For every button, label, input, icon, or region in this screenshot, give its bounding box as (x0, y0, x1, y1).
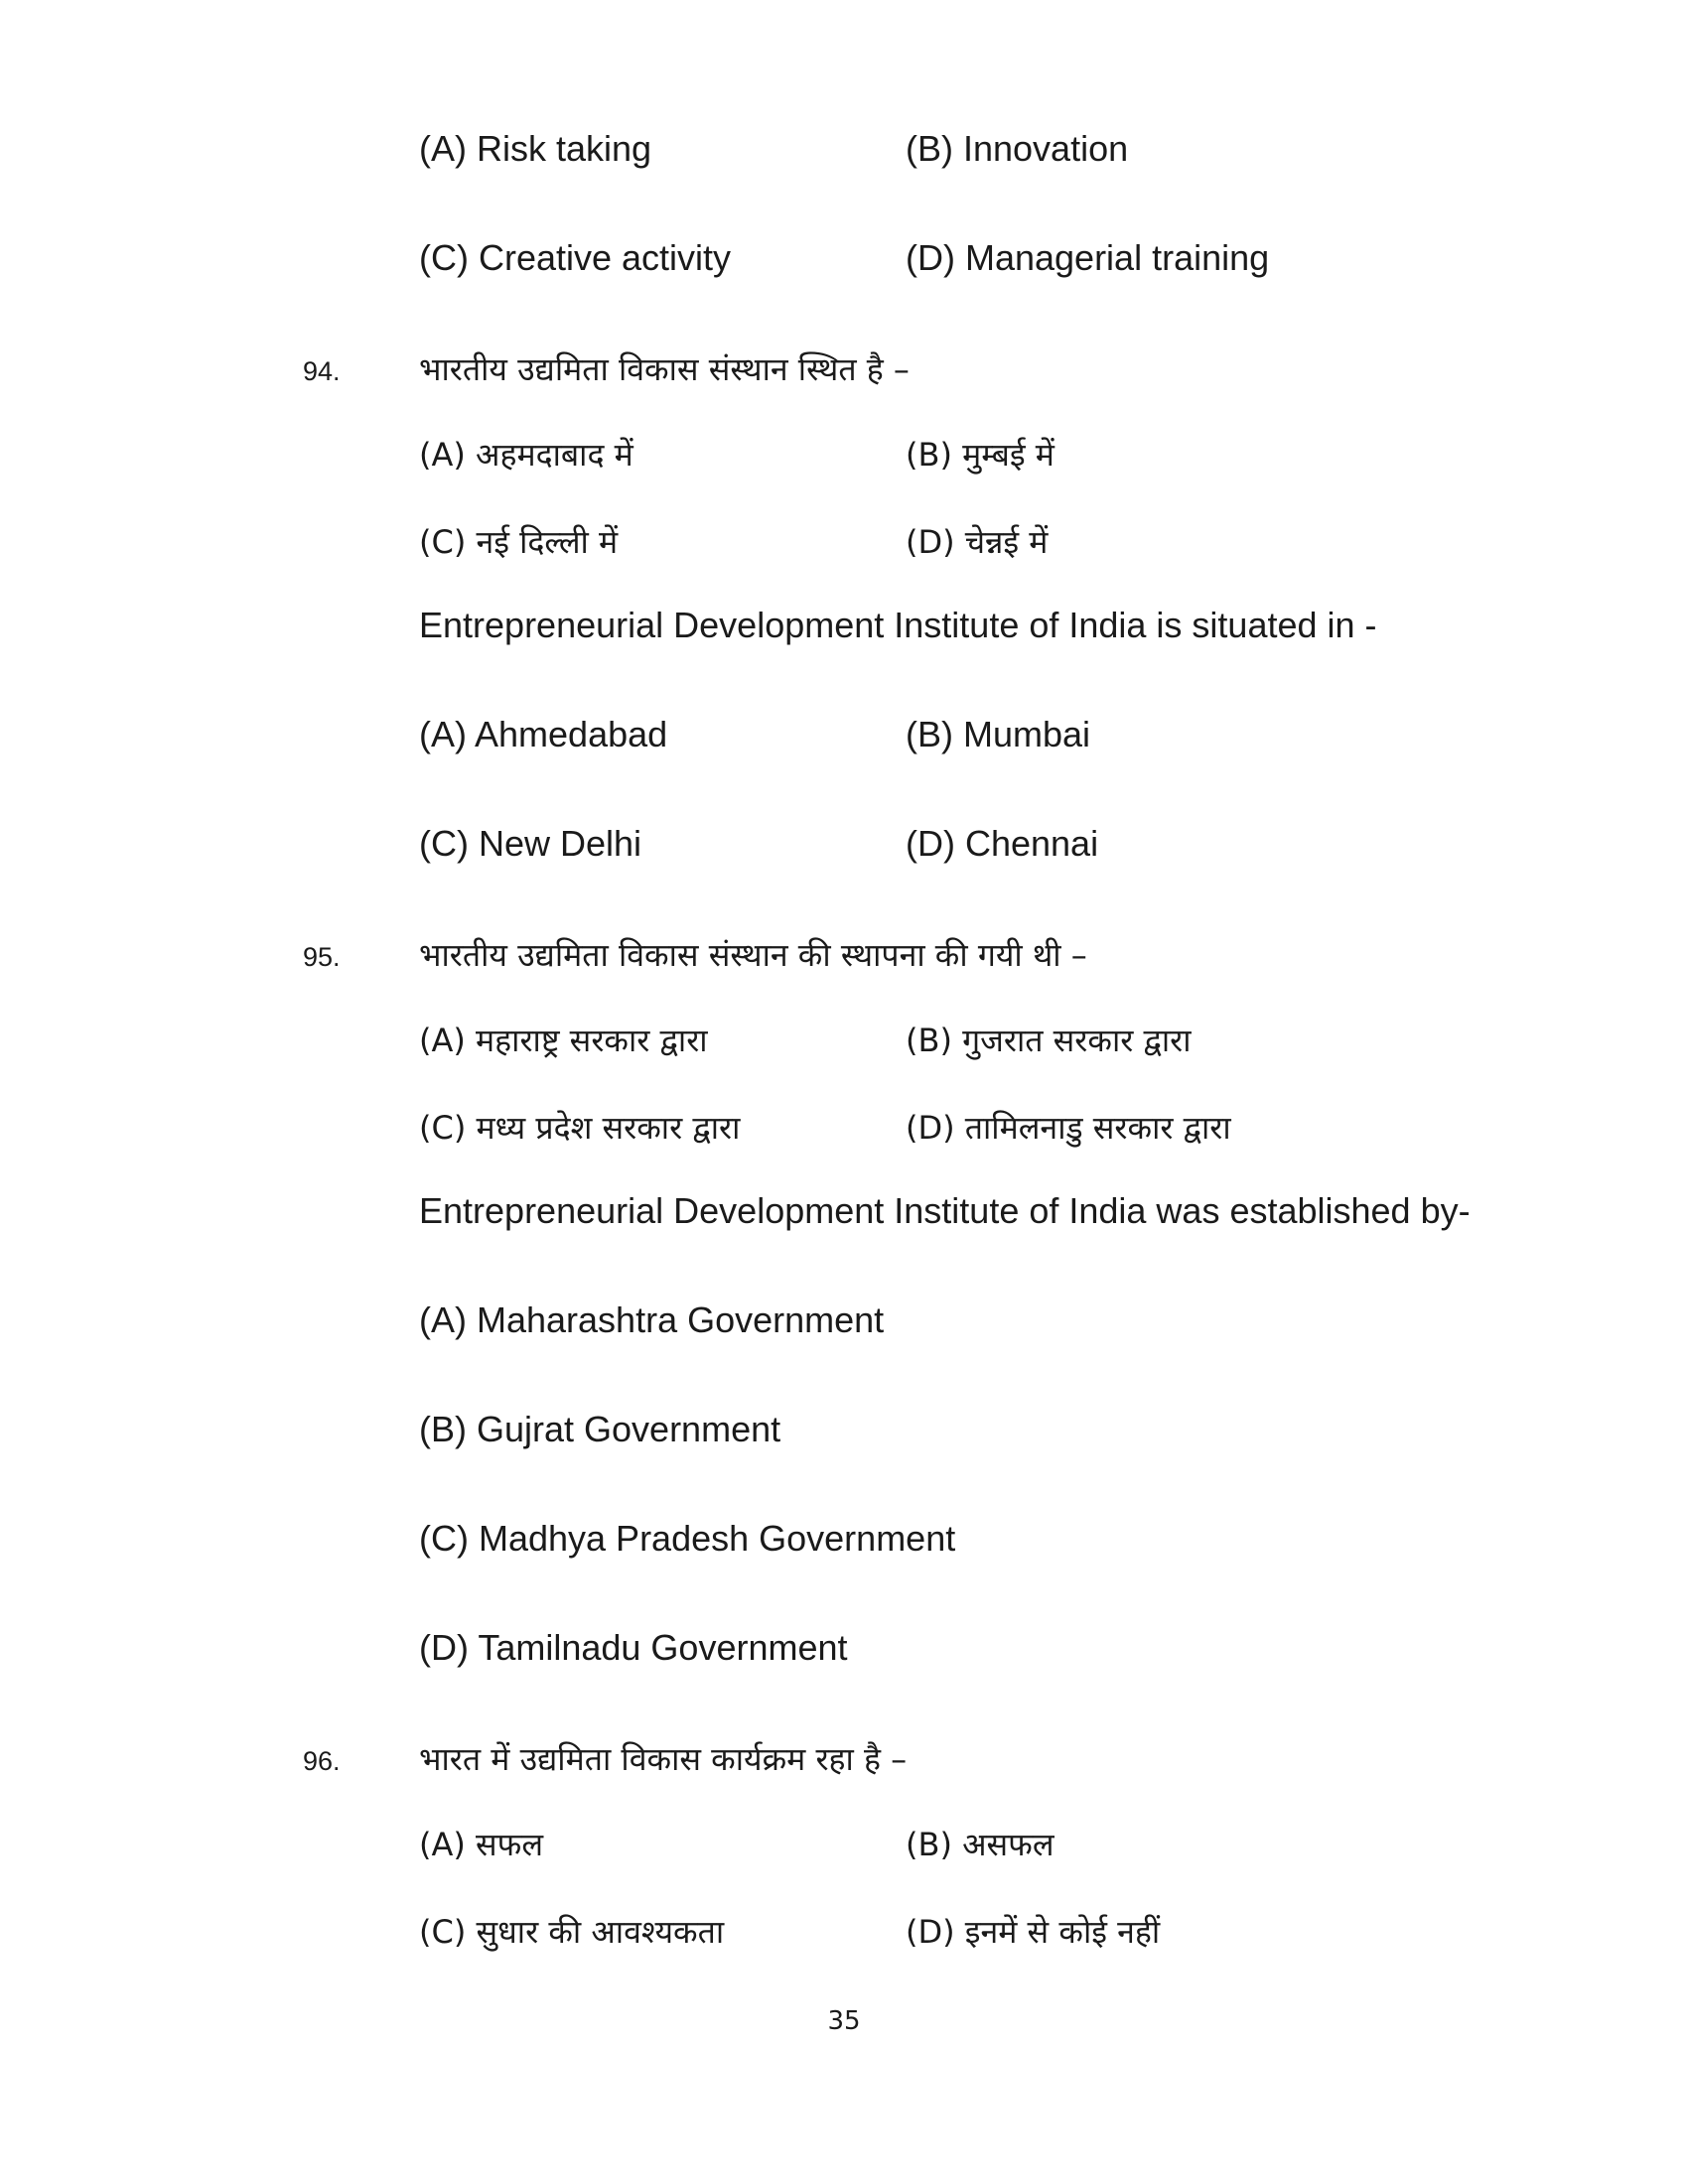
option-a: (A) Risk taking (419, 128, 652, 169)
question-number: 94. (303, 356, 341, 386)
page-number: 35 (827, 2006, 861, 2036)
option-d-hindi: (D) चेन्नई में (906, 523, 1049, 561)
option-c-hindi: (C) नई दिल्ली में (419, 523, 619, 561)
option-b: (B) Gujrat Government (419, 1409, 781, 1449)
option-b: (B) Innovation (906, 128, 1129, 169)
option-a: (A) Maharashtra Government (419, 1299, 885, 1340)
option-a: (A) Ahmedabad (419, 714, 668, 754)
option-c-hindi: (C) सुधार की आवश्यकता (419, 1913, 725, 1951)
question-number: 95. (303, 942, 341, 972)
option-c: (C) New Delhi (419, 823, 642, 864)
option-c: (C) Creative activity (419, 237, 732, 278)
question-text-hindi: भारतीय उद्यमिता विकास संस्थान की स्थापना की गयी थी – (419, 936, 1087, 974)
option-c-hindi: (C) मध्य प्रदेश सरकार द्वारा (419, 1109, 741, 1147)
option-d: (D) Chennai (906, 823, 1099, 864)
option-d-hindi: (D) इनमें से कोई नहीं (906, 1913, 1161, 1951)
question-text-english: Entrepreneurial Development Institute of India was established by- (419, 1190, 1471, 1231)
option-a-hindi: (A) अहमदाबाद में (419, 436, 633, 474)
option-a-hindi: (A) सफल (419, 1826, 544, 1863)
option-d: (D) Tamilnadu Government (419, 1627, 848, 1668)
question-text-english: Entrepreneurial Development Institute of India is situated in - (419, 605, 1377, 645)
option-c: (C) Madhya Pradesh Government (419, 1518, 956, 1559)
option-b: (B) Mumbai (906, 714, 1091, 754)
question-text-hindi: भारत में उद्यमिता विकास कार्यक्रम रहा है – (419, 1740, 908, 1778)
option-a-hindi: (A) महाराष्ट्र सरकार द्वारा (419, 1022, 708, 1059)
option-b-hindi: (B) गुजरात सरकार द्वारा (906, 1022, 1192, 1059)
question-number: 96. (303, 1746, 341, 1776)
option-b-hindi: (B) मुम्बई में (906, 436, 1055, 474)
question-text-hindi: भारतीय उद्यमिता विकास संस्थान स्थित है – (419, 350, 910, 388)
option-b-hindi: (B) असफल (906, 1826, 1055, 1863)
option-d-hindi: (D) तामिलनाडु सरकार द्वारा (906, 1109, 1231, 1147)
option-d: (D) Managerial training (906, 237, 1270, 278)
